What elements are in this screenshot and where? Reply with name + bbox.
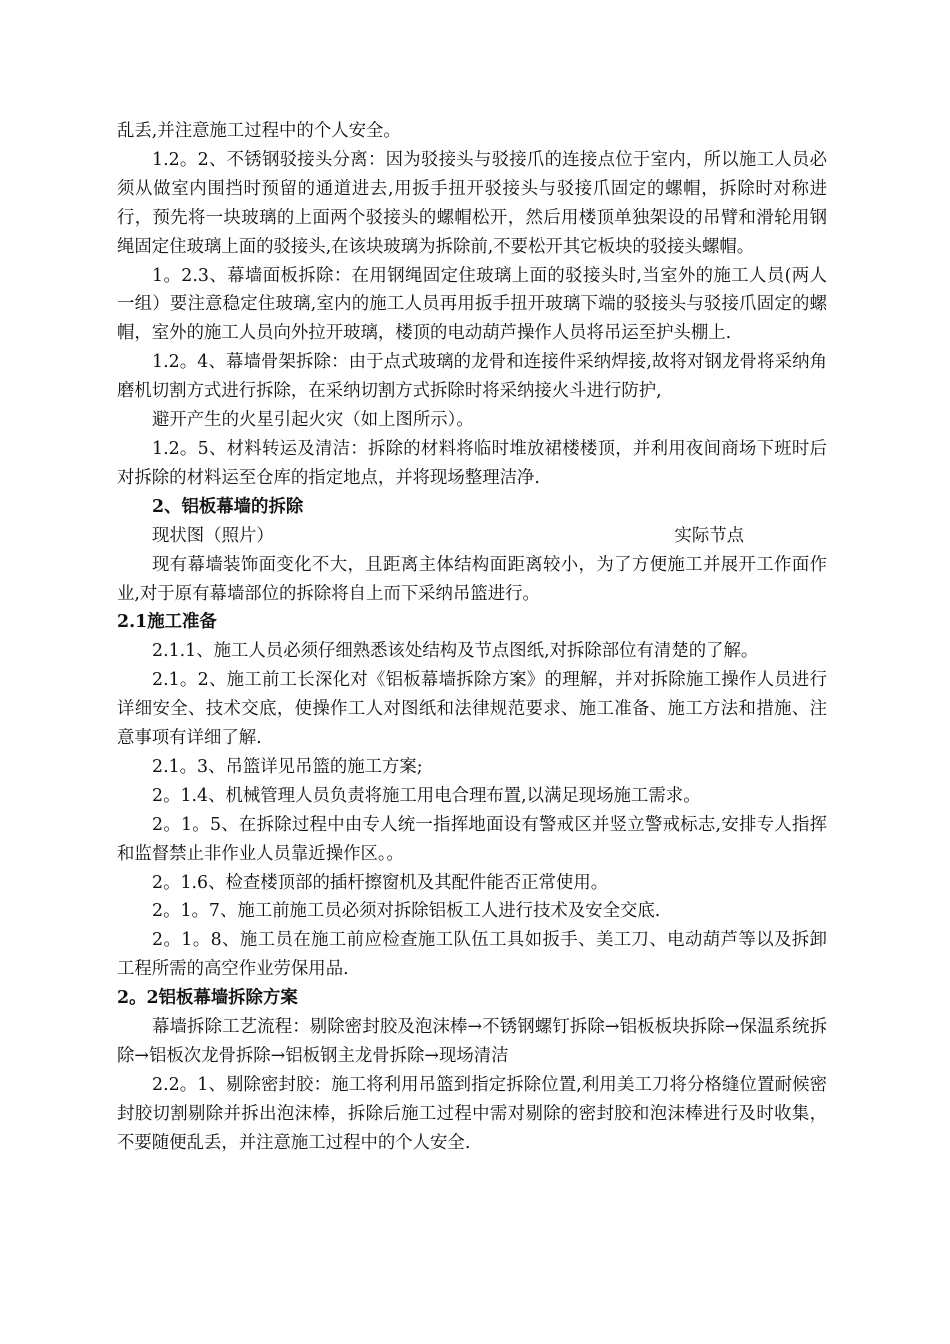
paragraph-curtain-panel-removal: 1。2.3、幕墙面板拆除：在用钢绳固定住玻璃上面的驳接头时,当室外的施工人员(两人一组）要注意稳定住玻璃,室内的施工人员再用扳手扭开玻璃下端的驳接头与驳接爪固定的螺帽，室外的施工人员向外拉开玻璃，楼顶的电动葫芦操作人员将吊运至护头棚上. <box>117 265 827 344</box>
paragraph-2-1-5: 2。1。5、在拆除过程中由专人统一指挥地面设有警戒区并竖立警戒标志,安排专人指挥和监督禁止非作业人员靠近操作区。。 <box>117 814 827 864</box>
heading-removal-plan: 2。2铝板幕墙拆除方案 <box>117 988 298 1009</box>
heading-construction-prep: 2.1施工准备 <box>117 612 217 633</box>
paragraph-2-1-4: 2。1.4、机械管理人员负责将施工用电合理布置,以满足现场施工需求。 <box>152 785 701 806</box>
paragraph-stainless-joint-separation: 1.2。2、不锈钢驳接头分离：因为驳接头与驳接爪的连接点位于室内，所以施工人员必须从做室内围挡时预留的通道进去,用扳手扭开驳接头与驳接爪固定的螺帽，拆除时对称进行，预先将一块玻璃的上面两个驳接头的螺帽松开，然后用楼顶单独架设的吊臂和滑轮用钢绳固定住玻璃上面的驳接头,在该块玻璃为拆除前,不要松开其它板块的驳接头螺帽。 <box>117 149 827 257</box>
figure-captions <box>117 522 827 551</box>
paragraph-continuation: 乱丢,并注意施工过程中的个人安全。 <box>117 121 401 141</box>
caption-actual-node: 实际节点 <box>674 525 744 546</box>
paragraph-2-2-1: 2.2。1、剔除密封胶：施工将利用吊篮到指定拆除位置,利用美工刀将分格缝位置耐候密封胶切割剔除并拆出泡沫棒，拆除后施工过程中需对剔除的密封胶和泡沫棒进行及时收集，不要随便乱丢，并注意施工过程中的个人安全. <box>117 1074 827 1153</box>
heading-aluminum-curtain-wall: 2、铝板幕墙的拆除 <box>152 496 304 517</box>
paragraph-2-1-8: 2。1。8、施工员在施工前应检查施工队伍工具如扳手、美工刀、电动葫芦等以及拆卸工程所需的高空作业劳保用品. <box>117 930 827 980</box>
paragraph-2-1-3: 2.1。3、吊篮详见吊篮的施工方案; <box>152 756 423 777</box>
paragraph-2-1-6: 2。1.6、检查楼顶部的插杆擦窗机及其配件能否正常使用。 <box>152 872 609 893</box>
paragraph-2-1-1: 2.1.1、施工人员必须仔细熟悉该处结构及节点图纸,对拆除部位有清楚的了解。 <box>152 641 759 662</box>
document-body <box>117 117 827 1158</box>
paragraph-2-1-7: 2。1。7、施工前施工员必须对拆除铝板工人进行技术及安全交底. <box>152 901 661 922</box>
caption-current-photo: 现状图（照片） <box>152 525 274 546</box>
paragraph-2-1-2: 2.1。2、施工前工长深化对《铝板幕墙拆除方案》的理解，并对拆除施工操作人员进行详细安全、技术交底，使操作工人对图纸和法律规范要求、施工准备、施工方法和措施、注意事项有详细了解. <box>117 670 827 749</box>
paragraph-overview: 现有幕墙装饰面变化不大，且距离主体结构面距离较小，为了方便施工并展开工作面作业,对于原有幕墙部位的拆除将自上而下采纳吊篮进行。 <box>117 554 827 604</box>
paragraph-material-transfer: 1.2。5、材料转运及清洁：拆除的材料将临时堆放裙楼楼顶，并利用夜间商场下班时后对拆除的材料运至仓库的指定地点，并将现场整理洁净. <box>117 438 827 488</box>
paragraph-fire-avoidance: 避开产生的火星引起火灾（如上图所示）。 <box>152 410 474 431</box>
paragraph-process-flow: 幕墙拆除工艺流程：剔除密封胶及泡沫棒→不锈钢螺钉拆除→铝板板块拆除→保温系统拆除→铝板次龙骨拆除→铝板钢主龙骨拆除→现场清洁 <box>117 1017 827 1066</box>
paragraph-frame-removal: 1.2。4、幕墙骨架拆除：由于点式玻璃的龙骨和连接件采纳焊接,故将对钢龙骨将采纳角磨机切割方式进行拆除，在采纳切割方式拆除时将采纳接火斗进行防护, <box>117 352 827 402</box>
